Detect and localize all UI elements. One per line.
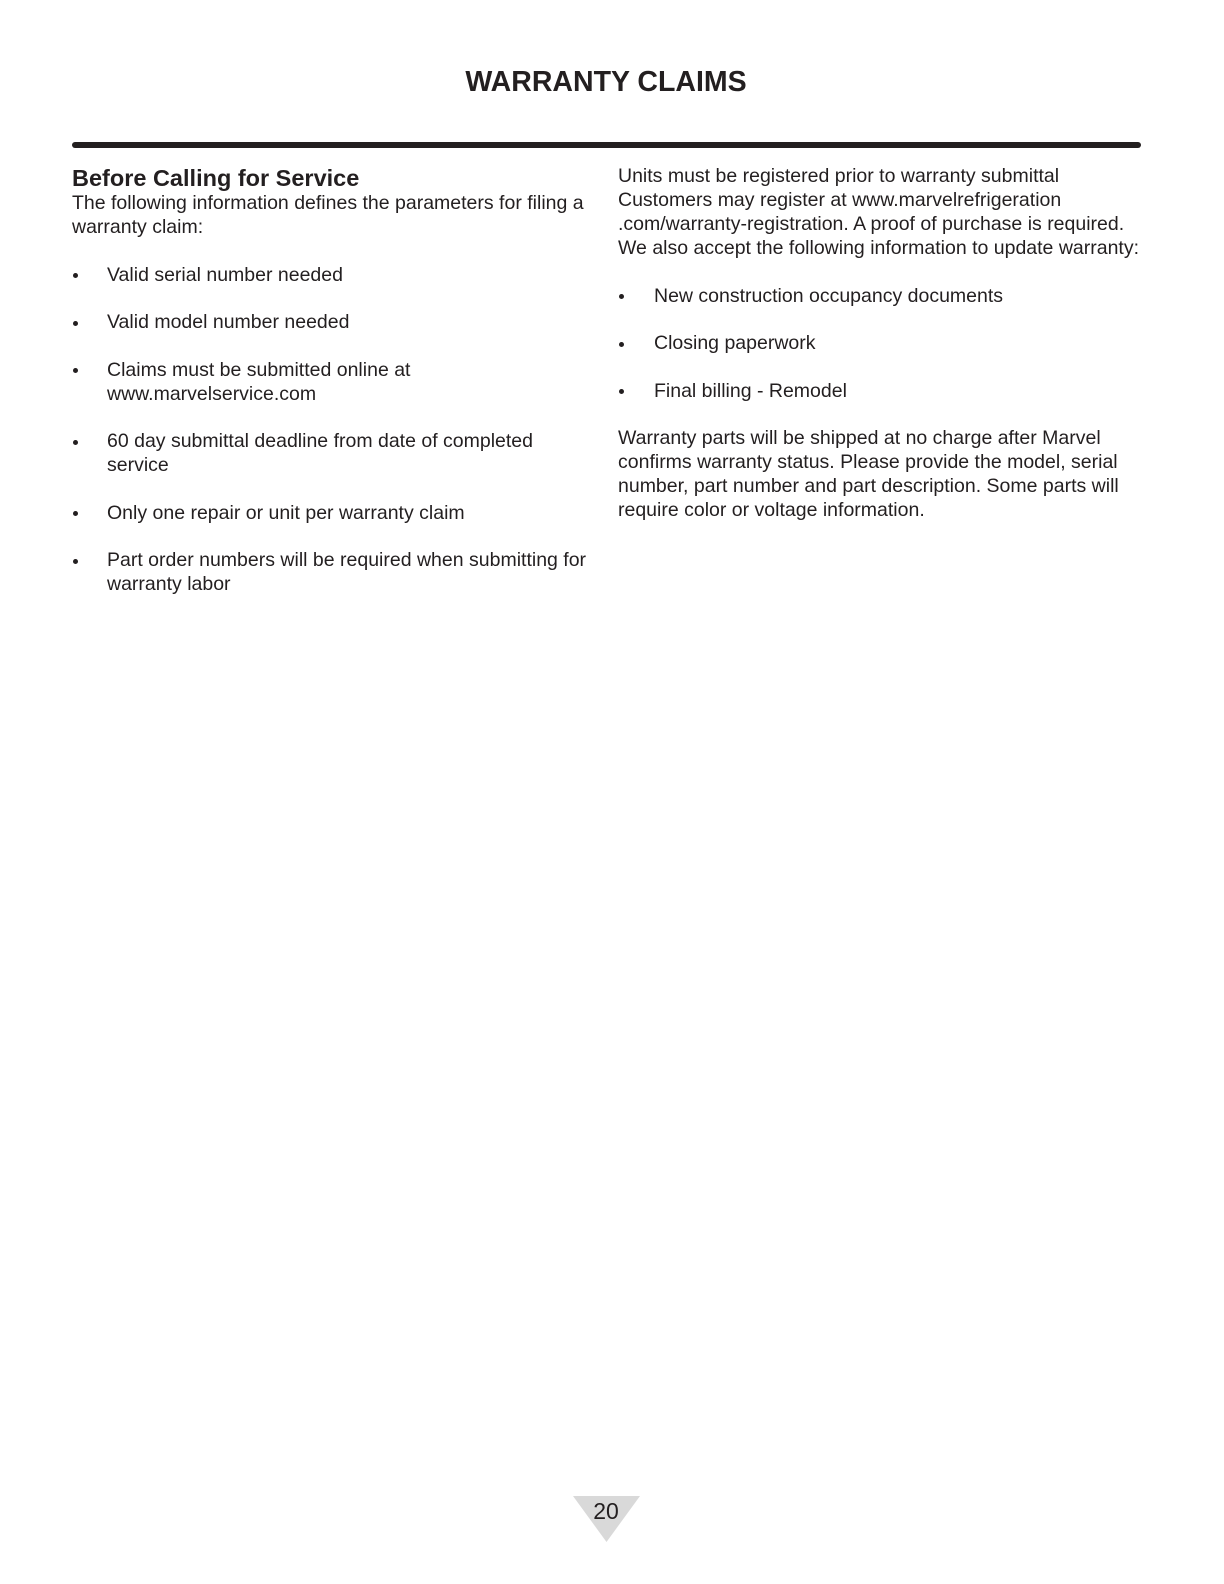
section-heading: Before Calling for Service [72,165,360,191]
paragraph-line: Warranty parts will be shipped at no charge after Marvel [618,427,1101,449]
paragraph-line: Units must be registered prior to warranty submittal [618,165,1060,187]
bullet-icon [73,321,78,326]
list-item-line: Part order numbers will be required when submitting for [107,549,587,571]
list-item [72,429,612,477]
bullet-icon [73,368,78,373]
paragraph-line: warranty claim: [72,216,204,238]
list-item [72,310,612,334]
list-item-line: warranty labor [107,573,231,595]
list-item [72,263,612,287]
paragraph-line: confirms warranty status. Please provide the model, serial [618,451,1118,473]
bullet-icon [73,273,78,278]
bullet-icon [73,511,78,516]
list-item-line: Valid model number needed [107,311,350,333]
list-item [72,501,612,525]
list-item-line: Closing paperwork [654,332,816,354]
list-item [618,379,1178,403]
registration-paragraph [618,164,1178,260]
paragraph-line: Customers may register at www.marvelrefrigeration [618,189,1062,211]
paragraph-line: require color or voltage information. [618,499,925,521]
paragraph-line: .com/warranty-registration. A proof of purchase is required. [618,213,1125,235]
bullet-icon [73,559,78,564]
list-item [618,284,1178,308]
bullet-icon [619,342,624,347]
paragraph-line: We also accept the following information to update warranty: [618,237,1140,259]
warranty-parts-paragraph [618,426,1178,522]
intro-paragraph [72,191,612,239]
page-number: 20 [593,1498,619,1524]
service-url: www.marvelservice.com [107,382,317,405]
list-item-line: Claims must be submitted online at [107,358,411,381]
list-item-line: New construction occupancy documents [654,284,1004,307]
page-title: WARRANTY CLAIMS [465,66,747,98]
list-item [72,548,612,596]
bullet-icon [619,389,624,394]
accepted-documents-list [618,284,1178,403]
bullet-icon [619,294,624,299]
list-item [72,358,612,406]
claim-requirements-list [72,263,612,597]
list-item-line: Valid serial number needed [107,263,343,286]
right-column [618,164,1178,522]
title-divider [72,142,1141,148]
list-item-line: 60 day submittal deadline from date of completed [107,430,534,452]
bullet-icon [73,440,78,445]
list-item-line: service [107,454,169,476]
paragraph-line: number, part number and part description. Some parts will [618,475,1119,497]
list-item-line: Final billing - Remodel [654,379,847,402]
left-column [72,165,612,596]
list-item [618,331,1178,355]
paragraph-line: The following information defines the parameters for filing a [72,192,584,214]
list-item-line: Only one repair or unit per warranty claim [107,501,465,524]
